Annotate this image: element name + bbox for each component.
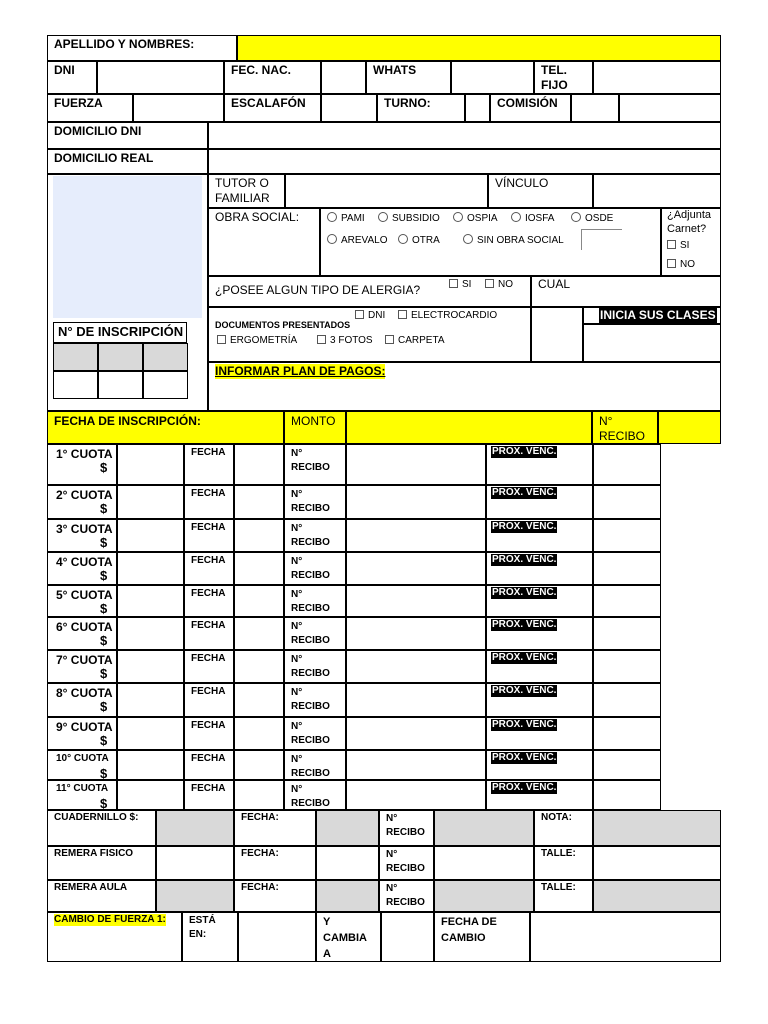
cuota-amount-input[interactable]: [117, 617, 184, 650]
documento-option[interactable]: [398, 310, 497, 322]
extra-fecha-input[interactable]: [316, 880, 379, 912]
extra-last-label: TALLE:: [541, 848, 576, 859]
option-label: CARPETA: [398, 335, 445, 346]
option-label: SIN OBRA SOCIAL: [477, 235, 564, 246]
checkbox-icon[interactable]: [667, 240, 676, 249]
vinculo-label: VÍNCULO: [495, 176, 549, 190]
cuota-fecha-input[interactable]: [234, 552, 284, 585]
fecha-cambio-input[interactable]: [530, 912, 721, 962]
obra-social-option[interactable]: [327, 212, 365, 225]
esta-en-input[interactable]: [238, 912, 316, 962]
option-label: OSPIA: [467, 213, 498, 224]
checkbox-icon[interactable]: [485, 279, 494, 288]
cuota-amount-input[interactable]: [117, 780, 184, 810]
inscripcion-digit[interactable]: [53, 343, 98, 371]
extra-recibo-input[interactable]: [434, 810, 534, 846]
checkbox-icon[interactable]: [385, 335, 394, 344]
plan-pagos-label: INFORMAR PLAN DE PAGOS:: [215, 364, 386, 378]
comision-label: COMISIÓN: [497, 96, 558, 110]
prox-venc-label: PROX. VENC.: [492, 719, 557, 730]
option-label: IOSFA: [525, 213, 555, 224]
cuota-currency: $: [100, 699, 108, 714]
option-label: PAMI: [341, 213, 365, 224]
extra-last-input[interactable]: [593, 810, 721, 846]
cuota-currency: $: [100, 796, 108, 811]
cuota-fecha-label: FECHA: [191, 783, 226, 794]
tutor-input[interactable]: [285, 174, 488, 208]
dni-label: DNI: [54, 63, 75, 77]
radio-icon[interactable]: [398, 234, 408, 244]
inscripcion-digit[interactable]: [98, 343, 143, 371]
cuota-amount-input[interactable]: [117, 650, 184, 683]
prox-venc-label: PROX. VENC.: [492, 685, 557, 696]
cuota-recibo-input[interactable]: [346, 444, 486, 485]
cuota-label: 8° CUOTA: [56, 686, 113, 700]
documento-option[interactable]: [385, 335, 445, 347]
cuota-currency: $: [100, 666, 108, 681]
cuota-label: 4° CUOTA: [56, 555, 113, 569]
cuota-recibo-label: N° RECIBO: [291, 489, 330, 514]
cuota-prox-venc-input[interactable]: [593, 444, 661, 485]
inscripcion-digit[interactable]: [98, 371, 143, 399]
cuota-fecha-input[interactable]: [234, 650, 284, 683]
documento-option[interactable]: [317, 335, 373, 347]
cuota-recibo-input[interactable]: [346, 780, 486, 810]
cuota-recibo-input[interactable]: [346, 750, 486, 780]
cambio-label: CAMBIO DE FUERZA 1:: [54, 914, 166, 925]
cuota-fecha-input[interactable]: [234, 617, 284, 650]
cuota-recibo-label: N° RECIBO: [291, 556, 330, 581]
cuota-recibo-input[interactable]: [346, 552, 486, 585]
cuota-recibo-label: N° RECIBO: [291, 523, 330, 548]
extra-fecha-input[interactable]: [316, 846, 379, 880]
cuota-recibo-label: N° RECIBO: [291, 621, 330, 646]
cuota-fecha-label: FECHA: [191, 447, 226, 458]
cuota-prox-venc-input[interactable]: [593, 485, 661, 519]
prox-venc-label: PROX. VENC.: [492, 521, 557, 532]
extra-recibo-input[interactable]: [434, 846, 534, 880]
cuota-prox-venc-input[interactable]: [593, 617, 661, 650]
cuota-fecha-label: FECHA: [191, 488, 226, 499]
inscripcion-digit[interactable]: [143, 371, 188, 399]
comision-extra-input[interactable]: [619, 94, 721, 122]
cuota-fecha-label: FECHA: [191, 753, 226, 764]
cuota-prox-venc-input[interactable]: [593, 683, 661, 717]
domicilio-real-label: DOMICILIO REAL: [54, 151, 154, 165]
cuota-recibo-input[interactable]: [346, 617, 486, 650]
adjunta-no-option[interactable]: [667, 259, 695, 271]
cuota-recibo-label: N° RECIBO: [291, 654, 330, 679]
checkbox-icon[interactable]: [217, 335, 226, 344]
cuota-fecha-input[interactable]: [234, 780, 284, 810]
cuota-label: 3° CUOTA: [56, 522, 113, 536]
inscripcion-label: N° DE INSCRIPCIÓN: [58, 324, 184, 339]
prox-venc-label: PROX. VENC.: [492, 652, 557, 663]
checkbox-icon[interactable]: [667, 259, 676, 268]
escalafon-label: ESCALAFÓN: [231, 96, 306, 110]
photo-placeholder[interactable]: [53, 176, 202, 318]
cuota-amount-input[interactable]: [117, 444, 184, 485]
cuota-amount-input[interactable]: [117, 519, 184, 552]
cuota-amount-input[interactable]: [117, 552, 184, 585]
option-label: 3 FOTOS: [330, 335, 373, 346]
monto-input[interactable]: [346, 411, 592, 444]
cuota-fecha-label: FECHA: [191, 555, 226, 566]
obra-social-option[interactable]: [398, 234, 440, 247]
domicilio-dni-label: DOMICILIO DNI: [54, 124, 142, 138]
cuota-prox-venc-input[interactable]: [593, 750, 661, 780]
radio-icon[interactable]: [571, 212, 581, 222]
alergia-label: ¿POSEE ALGUN TIPO DE ALERGIA?: [215, 283, 421, 297]
extra-last-input[interactable]: [593, 880, 721, 912]
radio-icon[interactable]: [378, 212, 388, 222]
obra-social-label: OBRA SOCIAL:: [215, 210, 300, 224]
cuota-fecha-input[interactable]: [234, 750, 284, 780]
extra-last-label: TALLE:: [541, 882, 576, 893]
cual-label: CUAL: [538, 277, 571, 291]
prox-venc-label: PROX. VENC.: [492, 487, 557, 498]
prox-venc-label: PROX. VENC.: [492, 554, 557, 565]
cuota-currency: $: [100, 460, 108, 475]
cuota-prox-venc-input[interactable]: [593, 519, 661, 552]
cuota-fecha-input[interactable]: [234, 444, 284, 485]
cuota-amount-input[interactable]: [117, 717, 184, 750]
cuota-currency: $: [100, 633, 108, 648]
radio-icon[interactable]: [327, 234, 337, 244]
esta-en-label: ESTÁ EN:: [189, 915, 216, 940]
extra-label: REMERA AULA: [54, 882, 128, 893]
turno-input[interactable]: [465, 94, 490, 122]
cuota-label: 5° CUOTA: [56, 588, 113, 602]
cuota-prox-venc-input[interactable]: [593, 585, 661, 617]
adjunta-carnet-label: ¿Adjunta Carnet?: [667, 209, 712, 235]
option-label: ERGOMETRÍA: [230, 335, 298, 346]
option-label: SUBSIDIO: [392, 213, 440, 224]
cuota-fecha-label: FECHA: [191, 522, 226, 533]
cuota-recibo-label: N° RECIBO: [291, 754, 330, 779]
fec-nac-input[interactable]: [321, 61, 366, 94]
obra-social-option[interactable]: [327, 234, 388, 247]
cuota-fecha-label: FECHA: [191, 720, 226, 731]
cuota-currency: $: [100, 733, 108, 748]
apellido-label: APELLIDO Y NOMBRES:: [54, 37, 195, 51]
extra-amount-input[interactable]: [156, 880, 234, 912]
obra-social-option[interactable]: [511, 212, 554, 225]
cuota-currency: $: [100, 568, 108, 583]
domicilio-dni-input[interactable]: [208, 122, 721, 149]
obra-social-option[interactable]: [571, 212, 613, 225]
inicia-clases-label: INICIA SUS CLASES: [600, 308, 716, 322]
extra-last-input[interactable]: [593, 846, 721, 880]
obra-social-option[interactable]: [463, 234, 564, 247]
option-label: NO: [680, 259, 695, 270]
documento-option[interactable]: [217, 335, 297, 347]
option-label: OTRA: [412, 235, 440, 246]
extra-amount-input[interactable]: [156, 846, 234, 880]
prox-venc-label: PROX. VENC.: [492, 446, 557, 457]
cuota-recibo-label: N° RECIBO: [291, 784, 330, 809]
n-recibo-header-input[interactable]: [658, 411, 721, 444]
checkbox-icon[interactable]: [355, 310, 364, 319]
cuota-label: 2° CUOTA: [56, 488, 113, 502]
option-label: OSDE: [585, 213, 614, 224]
alergia-no-option[interactable]: [485, 279, 513, 291]
cuota-fecha-input[interactable]: [234, 485, 284, 519]
option-label: AREVALO: [341, 235, 388, 246]
cuota-fecha-input[interactable]: [234, 585, 284, 617]
extra-recibo-label: N° RECIBO: [386, 883, 425, 908]
extra-recibo-input[interactable]: [434, 880, 534, 912]
radio-icon[interactable]: [463, 234, 473, 244]
cuota-prox-venc-input[interactable]: [593, 552, 661, 585]
option-label: NO: [498, 279, 513, 290]
escalafon-input[interactable]: [321, 94, 377, 122]
cuota-recibo-label: N° RECIBO: [291, 589, 330, 614]
monto-label: MONTO: [291, 414, 336, 428]
tel-fijo-input[interactable]: [593, 61, 721, 94]
extra-fecha-label: FECHA:: [241, 882, 279, 893]
cuota-fecha-label: FECHA: [191, 620, 226, 631]
cuota-fecha-label: FECHA: [191, 653, 226, 664]
inscripcion-digit[interactable]: [143, 343, 188, 371]
documentos-label: DOCUMENTOS PRESENTADOS: [215, 320, 351, 330]
whats-label: WHATS: [373, 63, 417, 77]
extra-label: CUADERNILLO $:: [54, 812, 139, 823]
extra-fecha-input[interactable]: [316, 810, 379, 846]
checkbox-icon[interactable]: [449, 279, 458, 288]
cuota-fecha-label: FECHA: [191, 686, 226, 697]
cuota-amount-input[interactable]: [117, 750, 184, 780]
cuota-prox-venc-input[interactable]: [593, 717, 661, 750]
n-recibo-header-label: N° RECIBO: [599, 414, 646, 443]
cuota-label: 1° CUOTA: [56, 447, 113, 461]
extra-amount-input[interactable]: [156, 810, 234, 846]
cuota-label: 7° CUOTA: [56, 653, 113, 667]
cuota-amount-input[interactable]: [117, 585, 184, 617]
domicilio-real-input[interactable]: [208, 149, 721, 174]
cuota-recibo-input[interactable]: [346, 585, 486, 617]
alergia-si-option[interactable]: [449, 279, 471, 291]
cuota-fecha-input[interactable]: [234, 683, 284, 717]
dni-input[interactable]: [97, 61, 224, 94]
cuota-amount-input[interactable]: [117, 683, 184, 717]
option-label: ELECTROCARDIO: [411, 310, 498, 321]
adjunta-si-option[interactable]: [667, 240, 689, 252]
radio-icon[interactable]: [453, 212, 463, 222]
y-cambia-input[interactable]: [381, 912, 434, 962]
cuota-recibo-label: N° RECIBO: [291, 448, 330, 473]
extra-label: REMERA FISICO: [54, 848, 134, 859]
prox-venc-label: PROX. VENC.: [492, 619, 557, 630]
turno-label: TURNO:: [384, 96, 431, 110]
cuota-recibo-input[interactable]: [346, 650, 486, 683]
extra-last-label: NOTA:: [541, 812, 572, 823]
radio-icon[interactable]: [511, 212, 521, 222]
option-label: SI: [462, 279, 472, 290]
cuota-label: 10° CUOTA: [56, 753, 109, 764]
prox-venc-label: PROX. VENC.: [492, 752, 557, 763]
cuota-prox-venc-input[interactable]: [593, 780, 661, 810]
inicia-clases-input[interactable]: [583, 324, 721, 362]
checkbox-icon[interactable]: [317, 335, 326, 344]
option-label: DNI: [368, 310, 386, 321]
vinculo-input[interactable]: [593, 174, 721, 208]
apellido-input[interactable]: [237, 35, 721, 61]
prox-venc-label: PROX. VENC.: [492, 587, 557, 598]
extra-recibo-label: N° RECIBO: [386, 813, 425, 838]
cuota-recibo-label: N° RECIBO: [291, 687, 330, 712]
cuota-label: 6° CUOTA: [56, 620, 113, 634]
fuerza-input[interactable]: [133, 94, 224, 122]
cuota-recibo-label: N° RECIBO: [291, 721, 330, 746]
tutor-label: TUTOR O FAMILIAR: [215, 176, 270, 205]
comision-input[interactable]: [571, 94, 619, 122]
fec-nac-label: FEC. NAC.: [231, 63, 291, 77]
option-label: SI: [680, 240, 690, 251]
cuota-label: 9° CUOTA: [56, 720, 113, 734]
cuota-fecha-input[interactable]: [234, 519, 284, 552]
fecha-cambio-label: FECHA DE CAMBIO: [441, 916, 497, 944]
extra-recibo-label: N° RECIBO: [386, 849, 425, 874]
cuota-amount-input[interactable]: [117, 485, 184, 519]
cuota-fecha-label: FECHA: [191, 588, 226, 599]
cuota-label: 11° CUOTA: [56, 783, 109, 794]
y-cambia-label: Y CAMBIA A: [323, 916, 367, 960]
documentos-extra-input[interactable]: [531, 307, 583, 362]
cuota-currency: $: [100, 535, 108, 550]
prox-venc-label: PROX. VENC.: [492, 782, 557, 793]
cuota-recibo-input[interactable]: [346, 485, 486, 519]
cuota-currency: $: [100, 766, 108, 781]
obra-social-option[interactable]: [453, 212, 498, 225]
obra-social-option[interactable]: [378, 212, 440, 225]
fuerza-label: FUERZA: [54, 96, 103, 110]
radio-icon[interactable]: [327, 212, 337, 222]
cuota-recibo-input[interactable]: [346, 717, 486, 750]
cuota-prox-venc-input[interactable]: [593, 650, 661, 683]
checkbox-icon[interactable]: [398, 310, 407, 319]
other-field-outline: [581, 229, 622, 250]
documento-option[interactable]: [355, 310, 385, 322]
inscripcion-digit[interactable]: [53, 371, 98, 399]
fecha-inscripcion-label: FECHA DE INSCRIPCIÓN:: [54, 414, 201, 428]
cuota-recibo-input[interactable]: [346, 519, 486, 552]
whats-input[interactable]: [451, 61, 534, 94]
cuota-fecha-input[interactable]: [234, 717, 284, 750]
tel-fijo-label: TEL. FIJO: [541, 63, 568, 92]
extra-fecha-label: FECHA:: [241, 812, 279, 823]
extra-fecha-label: FECHA:: [241, 848, 279, 859]
cuota-recibo-input[interactable]: [346, 683, 486, 717]
cuota-currency: $: [100, 601, 108, 616]
cuota-currency: $: [100, 501, 108, 516]
